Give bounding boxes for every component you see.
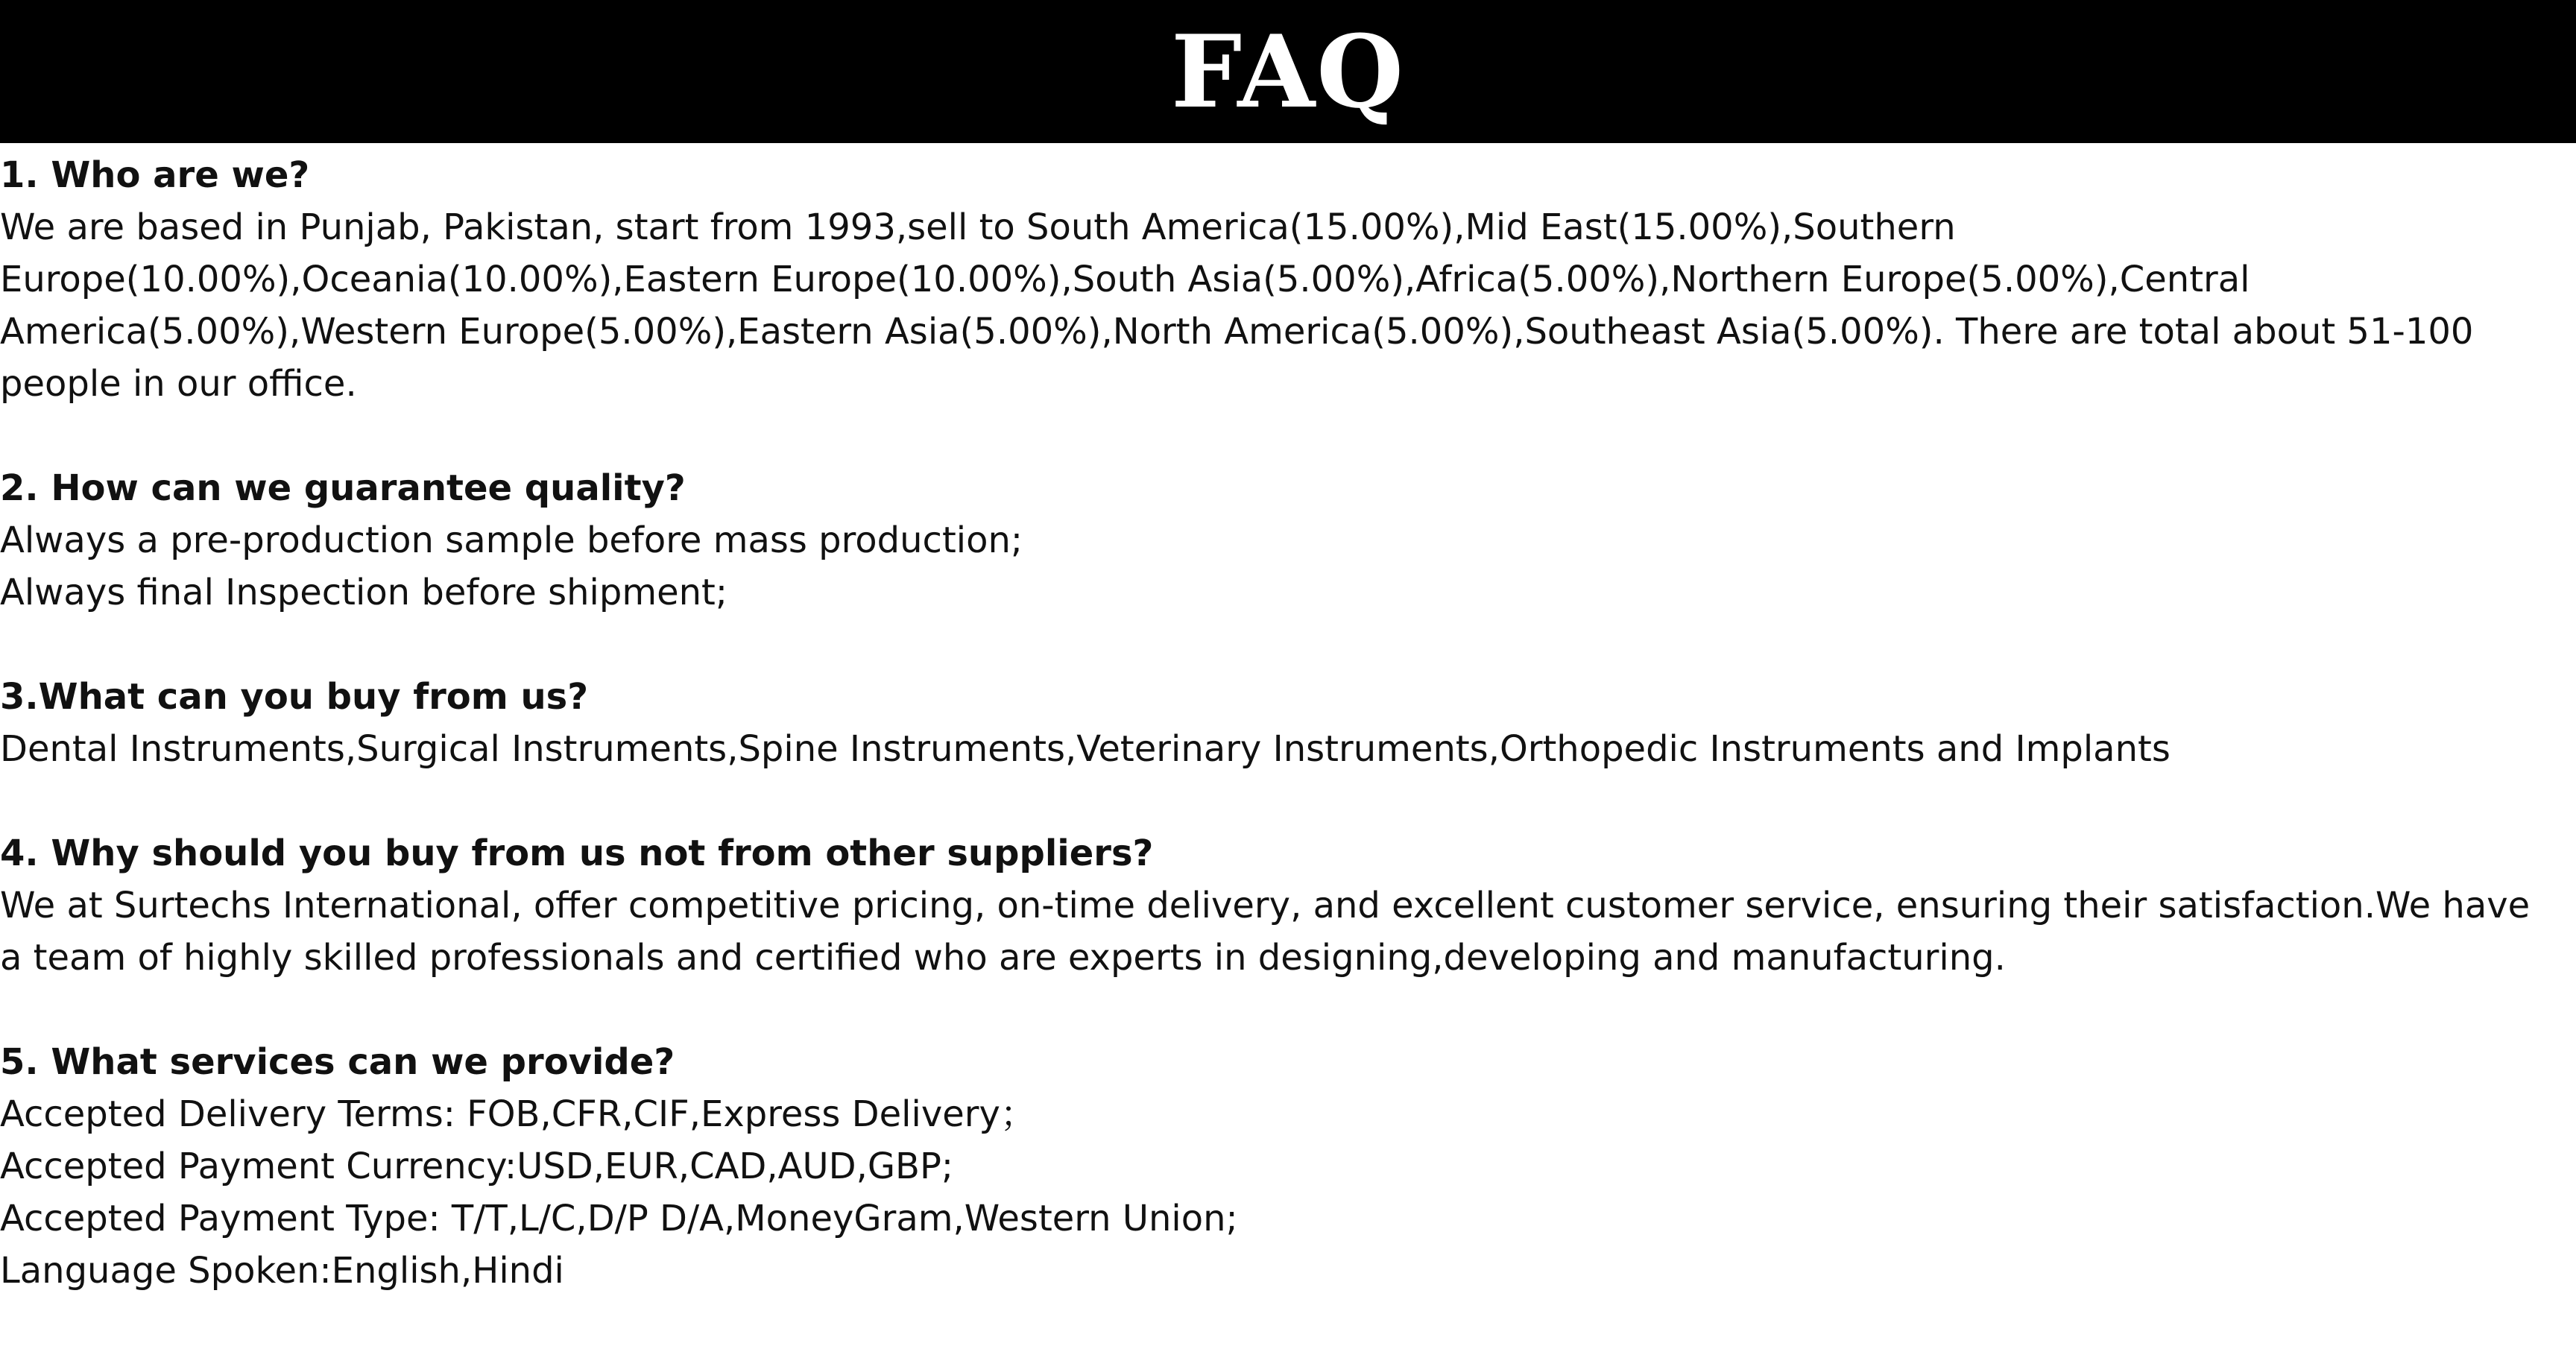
faq-item-1 (0, 149, 2564, 410)
faq-item-5 (0, 1036, 2564, 1297)
faq-question: 1. Who are we? (0, 154, 310, 196)
faq-answer-line: America(5.00%),Western Europe(5.00%),Eastern Asia(5.00%),North America(5.00%),Southeast Asia(5.00%). There are total about 51-100 (0, 311, 2474, 353)
faq-header (0, 0, 2576, 143)
faq-answer-line: Europe(10.00%),Oceania(10.00%),Eastern Europe(10.00%),South Asia(5.00%),Africa(5.00%),Northern Europe(5.00%),Central (0, 259, 2250, 300)
faq-answer-line: Always a pre-production sample before mass production; (0, 519, 1023, 561)
faq-answer-line: Dental Instruments,Surgical Instruments,Spine Instruments,Veterinary Instruments,Orthopedic Instruments and Implants (0, 728, 2171, 770)
faq-answer-line: Accepted Payment Currency:USD,EUR,CAD,AUD,GBP; (0, 1146, 954, 1187)
faq-question: 5. What services can we provide? (0, 1041, 675, 1083)
faq-answer-line: Accepted Delivery Terms: FOB,CFR,CIF,Express Delivery； (0, 1093, 1036, 1135)
faq-answer-line: Language Spoken:English,Hindi (0, 1250, 564, 1292)
faq-answer-line: people in our office. (0, 363, 357, 405)
faq-question: 4. Why should you buy from us not from other suppliers? (0, 833, 1154, 874)
faq-answer-line: We are based in Punjab, Pakistan, start from 1993,sell to South America(15.00%),Mid East(15.00%),Southern (0, 206, 1956, 248)
faq-question: 3.What can you buy from us? (0, 676, 589, 718)
faq-item-2 (0, 462, 2564, 619)
faq-item-3 (0, 671, 2564, 775)
faq-list (0, 149, 2564, 1349)
faq-answer-line: Always final Inspection before shipment; (0, 572, 728, 613)
page-title: FAQ (1171, 13, 1405, 130)
faq-answer-line: Accepted Payment Type: T/T,L/C,D/P D/A,MoneyGram,Western Union; (0, 1198, 1238, 1239)
faq-answer-line: We at Surtechs International, offer competitive pricing, on-time delivery, and excellent customer service, ensuring their satisfaction.We have (0, 885, 2531, 926)
faq-question: 2. How can we guarantee quality? (0, 467, 686, 509)
faq-item-4 (0, 827, 2564, 984)
faq-answer-line: a team of highly skilled professionals and certified who are experts in designing,developing and manufacturing. (0, 937, 2006, 979)
